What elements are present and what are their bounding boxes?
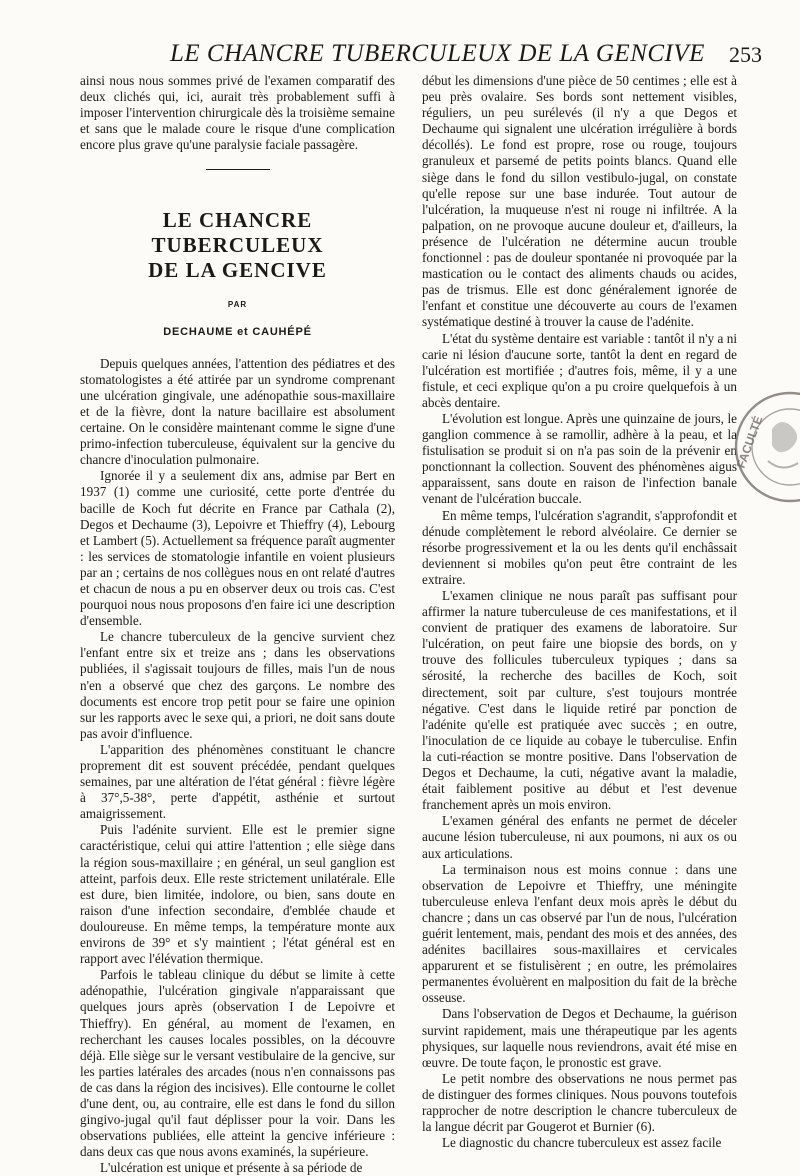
- running-header: [80, 40, 780, 70]
- body-paragraph: L'évolution est longue. Après une quinzaine de jours, le ganglion commence à se ramollir, adhère à la peau, et la fistulisation se produit si on n'a pas soin de la prévenir en ponctionnant la collection. Souvent des phénomènes aigus apparaissent, sans doute en raison de l'infection banale venant de l'ulcération buccale.: [422, 410, 737, 507]
- body-paragraph: Le diagnostic du chancre tuberculeux est assez facile: [442, 1135, 722, 1151]
- body-paragraph: L'examen clinique ne nous paraît pas suffisant pour affirmer la nature tuberculeuse de ces manifestations, et il convient de pratiquer des examens de laboratoire. Sur l'ulcération, on peut faire une biopsie des bords, on y trouve des follicules tuberculeux typiques ; dans sa sérosité, la recherche des bacilles de Koch, soit directement, soit par culture, s'est toujours montrée négative. C'est dans le liquide retiré par ponction de l'adénite qu'elle est pratiquée avec succès ; en outre, l'inoculation de ce liquide au cobaye le tuberculise. Enfin la cuti-réaction se montre positive. Dans l'observation de Degos et Dechaume, la cuti, négative avant la maladie, était faiblement positive au début et l'est devenue franchement après un mois environ.: [422, 588, 737, 813]
- body-paragraph: L'examen général des enfants ne permet de déceler aucune lésion tuberculeuse, ni aux poumons, ni aux os ou aux articulations.: [422, 813, 737, 861]
- body-paragraph: Depuis quelques années, l'attention des pédiatres et des stomatologistes a été attirée par un syndrome comprenant une ulcération gingivale, une adénopathie sous-maxillaire et de la fièvre, dont la nature bacillaire est absolument certaine. On le considère maintenant comme le signe d'une primo-infection tuberculeuse, équivalent sur la gencive du chancre d'inoculation pulmonaire.: [80, 355, 395, 468]
- body-paragraph: Le chancre tuberculeux de la gencive survient chez l'enfant entre six et treize ans ; dans les observations publiées, il s'agissait toujours de filles, mais l'un de nous n'en a observé que chez des garçons. Le nombre des documents est encore trop petit pour se faire une opinion sur les rapports avec le sexe qui, a priori, ne doit sans doute pas avoir d'influence.: [80, 629, 395, 741]
- body-paragraph: L'état du système dentaire est variable : tantôt il n'y a ni carie ni lésion d'aucune sorte, tantôt la dent en regard de l'ulcération est mortifiée ; d'autres fois, même, il y a une fistule, et ceci explique qu'on a pu croire quelquefois à un abcès dentaire.: [422, 330, 737, 410]
- authors: DECHAUME et CAUHÉPÉ: [163, 325, 312, 338]
- article-title: [80, 208, 395, 283]
- running-title: LE CHANCRE TUBERCULEUX DE LA GENCIVE: [170, 40, 705, 67]
- body-paragraph: L'ulcération est unique et présente à sa période de: [100, 1160, 363, 1176]
- body-paragraph: La terminaison nous est moins connue : dans une observation de Lepoivre et Thieffry, une méningite tuberculeuse enleva l'enfant deux mois après le début du chancre ; dans un cas observé par l'un de nous, l'ulcération guérit lentement, mais, pendant des mois et des années, des adénites bacillaires sous-maxillaires et cervicales apparurent et se fistulisèrent ; en outre, les prémolaires permanentes évoluèrent en malposition du fait de la brèche osseuse.: [422, 861, 737, 1006]
- left-column: [80, 73, 395, 1176]
- body-paragraph: début les dimensions d'une pièce de 50 centimes ; elle est à peu près ovalaire. Ses bords sont nettement visibles, réguliers, un peu surélevés (il n'y a que Degos et Dechaume qui signalent une ulcération irrégulière à bords décollés). Le fond est propre, rose ou rouge, toujours granuleux et parsemé de petits points blancs. Quand elle siège dans le fond du sillon vestibulo-jugal, on constate qu'elle repose sur une base indurée. Tout autour de l'ulcération, la muqueuse n'est ni rouge ni infiltrée. A la palpation, on ne provoque aucune douleur et, d'ailleurs, la présence de l'ulcération ne détermine aucun trouble fonctionnel : pas de douleur spontanée ni provoquée par la mastication ou le contact des aliments chauds ou acides, pas de trismus. Elle est donc généralement ignorée de l'enfant et constitue une découverte au cours de l'examen systématique destiné à trouver la cause de l'adénite.: [422, 73, 737, 330]
- body-paragraph: L'apparition des phénomènes constituant le chancre proprement dit est souvent précédée, pendant quelques semaines, par une altération de l'état général : fièvre légère à 37°,5-38°, perte d'appétit, asthénie et surtout amaigrissement.: [80, 741, 395, 822]
- library-stamp: [728, 365, 800, 525]
- body-paragraph: Ignorée il y a seulement dix ans, admise par Bert en 1937 (1) comme une curiosité, cette porte d'entrée du bacille de Koch fut décrite en France par Cathala (2), Degos et Dechaume (3), Lepoivre et Thieffry (4), Lebourg et Lambert (5). Actuellement sa fréquence paraît augmenter : les services de stomatologie infantile en voient plusieurs par an ; certains de nos collègues nous en ont relaté d'autres et chacun de nous a pu en observer deux ou trois cas. C'est pourquoi nous nous proposons d'en faire ici une description d'ensemble.: [80, 468, 395, 629]
- body-paragraph: Le petit nombre des observations ne nous permet pas de distinguer des formes cliniques. Nous pouvons toutefois rapprocher de notre description le chancre tuberculeux de la langue décrit par Gougerot et Burnier (6).: [422, 1070, 737, 1135]
- stamp-text: FACULTÉ: [733, 414, 766, 471]
- byline-par: PAR: [227, 300, 248, 310]
- body-paragraph: Dans l'observation de Degos et Dechaume, la guérison survint rapidement, mais une thérapeutique par les agents physiques, sur laquelle nous reviendrons, avait été mise en œuvre. De toute façon, le pronostic est grave.: [422, 1006, 737, 1070]
- article-title-line-1: LE CHANCRE TUBERCULEUX: [151, 208, 324, 258]
- section-divider: [206, 169, 270, 170]
- body-paragraph: Puis l'adénite survient. Elle est le premier signe caractéristique, celui qui attire l'attention ; elle siège dans la région sous-maxillaire ; en général, un seul ganglion est atteint, parfois deux. Elle reste strictement unilatérale. Elle est dure, bien limitée, indolore, ou bien, sans doute en raison d'une infection secondaire, d'emblée chaude et douloureuse. En même temps, la température monte aux environs de 39° et s'y maintient ; l'état général est en rapport avec l'élévation thermique.: [80, 822, 395, 967]
- body-paragraph: En même temps, l'ulcération s'agrandit, s'approfondit et dénude complètement le rebord alvéolaire. Ce dernier se résorbe progressivement et la ou les dents qu'il enchâssait deviennent si mobiles qu'on peut être contraint de les extraire.: [422, 507, 737, 587]
- article-title-line-2: DE LA GENCIVE: [148, 258, 327, 283]
- stamp-seal-icon: [728, 365, 800, 525]
- body-paragraph: Parfois le tableau clinique du début se limite à cette adénopathie, l'ulcération gingivale n'apparaissant que quelques jours après (observation I de Lepoivre et Thieffry). En général, au moment de l'examen, en recherchant les causes locales possibles, on la découvre déjà. Elle siège sur le versant vestibulaire de la gencive, sur les parties latérales des arcades (nous n'en connaissons pas de cas dans la région des incisives). Elle contourne le collet d'une dent, ou, au contraire, elle est dans le fond du sillon gingivo-jugal qu'il faut déplisser pour la voir. Dans les observations publiées, elle atteint la gencive inférieure : dans deux cas que nous avons examinés, la supérieure.: [80, 967, 395, 1160]
- right-column: [422, 73, 737, 1151]
- page-number: 253: [729, 42, 762, 67]
- carryover-paragraph: ainsi nous nous sommes privé de l'examen comparatif des deux clichés qui, ici, aurait très probablement suffi à imposer l'intervention chirurgicale dès la troisième semaine et sans que le malade coure le risque d'une complication encore plus grave qu'une paralysie faciale passagère.: [80, 73, 395, 153]
